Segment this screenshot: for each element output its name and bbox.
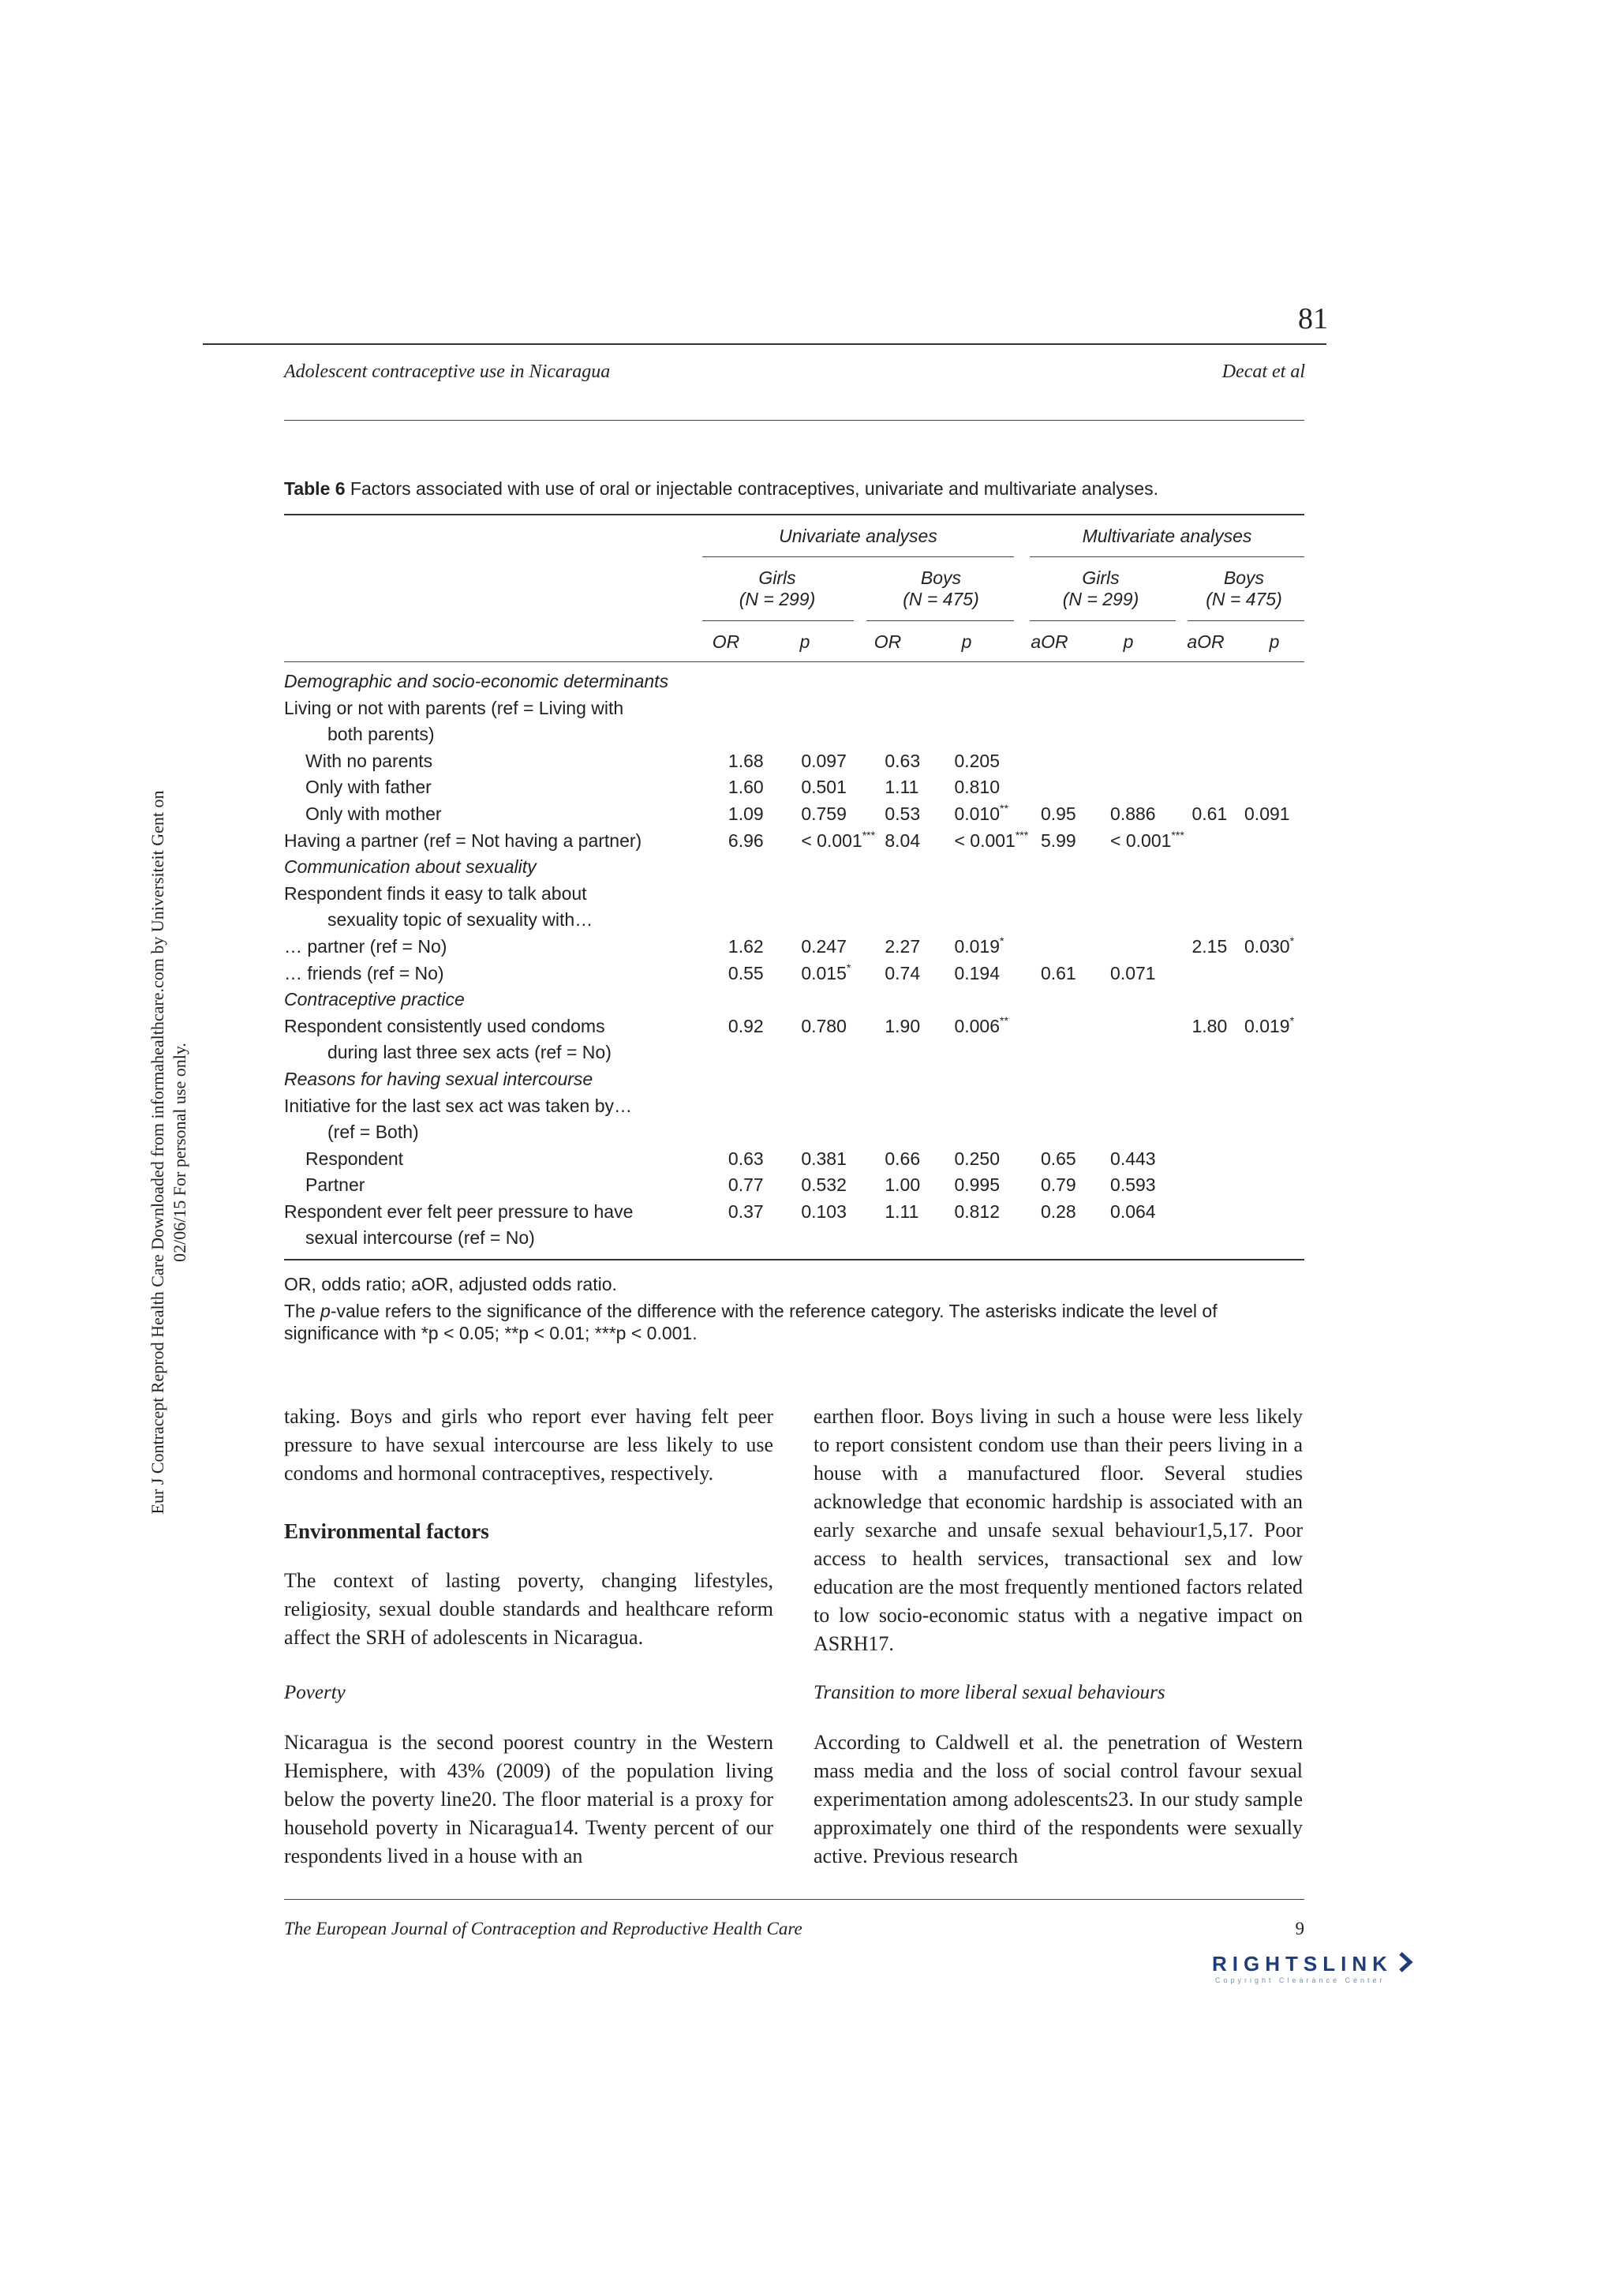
- cell-value: [1191, 909, 1244, 936]
- cell-value: [885, 1096, 954, 1122]
- cell-value: [885, 909, 954, 936]
- left-paragraph-2-block: [284, 1567, 773, 1652]
- table-row: [284, 1069, 1304, 1096]
- cell-value: 0.247: [801, 935, 847, 957]
- cell-value: [1244, 1096, 1304, 1122]
- cell-value: [1191, 724, 1244, 751]
- uni-boys-rule: [866, 620, 1014, 621]
- significance-marker: *: [1289, 1013, 1295, 1027]
- cell-value: [1041, 989, 1110, 1016]
- cell-value: [1244, 1201, 1304, 1228]
- cell-value: [885, 989, 954, 1016]
- cell-value: [1041, 1096, 1110, 1122]
- cell-value: [1244, 671, 1304, 698]
- cell-value: 0.532: [801, 1174, 847, 1196]
- right-paragraph-1: earthen floor. Boys living in such a house were less likely to report consistent condom use than their peers living in a house with a manufactured floor. Several studies acknowledge that economic hardship is associated with an early sexarche and unsafe sexual behaviour1,5,17. Poor access to health services, transactional sex and low education are the most frequently mentioned factors related to low socio-economic status with a negative impact on ASRH17.: [814, 1405, 1303, 1655]
- table-row: [284, 803, 1304, 830]
- col-p-multi-girls: p: [1123, 631, 1134, 652]
- cell-value: 0.071: [1110, 962, 1156, 983]
- right-paragraph-2-block: [814, 1729, 1303, 1871]
- table-row: [284, 698, 1304, 725]
- cell-value: [728, 698, 801, 725]
- row-label: Demographic and socio-economic determinants: [284, 671, 669, 691]
- rightslink-subtext: Copyright Clearance Center: [1215, 1976, 1386, 1984]
- uni-girls-n: (N = 299): [739, 589, 816, 609]
- cell-value: [954, 989, 1040, 1016]
- table-row: [284, 1016, 1304, 1043]
- cell-value: [1110, 1069, 1191, 1096]
- table-row: [284, 1174, 1304, 1201]
- cell-value: [1041, 777, 1110, 803]
- table-row: [284, 856, 1304, 883]
- cell-value: 0.064: [1110, 1200, 1156, 1222]
- cell-value: [728, 883, 801, 910]
- cell-value: [801, 671, 885, 698]
- cell-value: [1110, 724, 1191, 751]
- header-rule: [284, 420, 1304, 421]
- cell-value: 1.68: [728, 750, 764, 771]
- table-row: [284, 1201, 1304, 1228]
- cell-value: [801, 1069, 885, 1096]
- multivariate-rule: [1030, 556, 1304, 557]
- row-label: Only with father: [305, 777, 432, 798]
- cell-value: [1191, 1201, 1244, 1228]
- cell-value: [1191, 1174, 1244, 1201]
- cell-value: 1.62: [728, 935, 764, 957]
- col-or-girls: OR: [712, 631, 740, 652]
- cell-value: [1244, 724, 1304, 751]
- cell-value: 0.77: [728, 1174, 764, 1196]
- left-column: [284, 1403, 773, 1488]
- top-rule: [203, 343, 1326, 345]
- cell-value: 0.381: [801, 1148, 847, 1169]
- cell-value: 0.194: [954, 962, 1001, 983]
- cell-value: 0.103: [801, 1200, 847, 1222]
- right-subheading-block: [814, 1679, 1303, 1707]
- row-label: Initiative for the last sex act was taken by…: [284, 1095, 633, 1116]
- cell-value: [885, 883, 954, 910]
- table-row: [284, 671, 1304, 698]
- table-row: [284, 777, 1304, 803]
- cell-value: 0.28: [1040, 1200, 1076, 1222]
- table-row: [284, 883, 1304, 910]
- header-bottom-rule: [284, 661, 1304, 662]
- cell-value: 5.99: [1040, 830, 1076, 851]
- multi-boys-n: (N = 475): [1206, 589, 1282, 609]
- cell-value: [1244, 989, 1304, 1016]
- cell-value: 0.593: [1110, 1174, 1156, 1196]
- cell-value: [1110, 671, 1191, 698]
- left-subheading-block: [284, 1679, 773, 1707]
- cell-value: [1191, 1096, 1244, 1122]
- cell-value: [1244, 1227, 1304, 1254]
- col-p-boys: p: [961, 631, 972, 652]
- multi-girls-n: (N = 299): [1062, 589, 1139, 609]
- cell-value: 0.63: [728, 1148, 764, 1169]
- cell-value: [1110, 751, 1191, 777]
- cell-value: < 0.001***: [801, 828, 876, 851]
- subheading-poverty: Poverty: [284, 1682, 346, 1703]
- cell-value: [801, 989, 885, 1016]
- significance-marker: ***: [1015, 828, 1029, 841]
- right-paragraph-1-block: [814, 1403, 1303, 1658]
- cell-value: 0.443: [1110, 1148, 1156, 1169]
- cell-value: [1110, 1096, 1191, 1122]
- multi-boys-rule: [1188, 620, 1304, 621]
- cell-value: [801, 698, 885, 725]
- table-row: [284, 724, 1304, 751]
- cell-value: 2.15: [1191, 935, 1228, 957]
- row-label: both parents): [327, 724, 435, 745]
- section-heading-environmental: Environmental factors: [284, 1519, 489, 1543]
- right-paragraph-2: According to Caldwell et al. the penetration of Western mass media and the loss of social control favour sexual experimentation among adolescents23. In our study sample approximately one third of the respondents were sexually active. Previous research: [814, 1731, 1303, 1867]
- row-label: … friends (ref = No): [284, 962, 444, 983]
- cell-value: 2.27: [885, 935, 921, 957]
- cell-value: 1.11: [885, 777, 919, 798]
- cell-value: [1110, 1227, 1191, 1254]
- multi-girls-rule: [1030, 620, 1176, 621]
- cell-value: 0.886: [1110, 803, 1156, 824]
- cell-value: 0.53: [885, 803, 921, 824]
- cell-value: [1041, 698, 1110, 725]
- cell-value: 0.250: [954, 1148, 1001, 1169]
- cell-value: [885, 1069, 954, 1096]
- journal-name: The European Journal of Contraception and Reproductive Health Care: [284, 1919, 802, 1938]
- cell-value: 0.006**: [954, 1013, 1008, 1036]
- cell-value: 0.812: [954, 1200, 1001, 1222]
- significance-marker: ***: [862, 828, 876, 841]
- row-label: Living or not with parents (ref = Living with: [284, 697, 624, 718]
- cell-value: [1110, 1016, 1191, 1043]
- cell-value: [1244, 830, 1304, 857]
- rightslink-arrow-icon: [1394, 1951, 1416, 1973]
- univariate-header: Univariate analyses: [779, 526, 937, 546]
- cell-value: [954, 1096, 1040, 1122]
- col-aor-girls: aOR: [1031, 631, 1068, 652]
- col-p-multi-boys: p: [1269, 631, 1280, 652]
- cell-value: [1110, 1042, 1191, 1069]
- uni-boys-header: [860, 567, 1022, 610]
- cell-value: [1191, 777, 1244, 803]
- table-label: Table 6: [284, 478, 346, 499]
- cell-value: [885, 1227, 954, 1254]
- uni-boys-label: Boys: [920, 567, 962, 588]
- cell-value: [728, 1096, 801, 1122]
- cell-value: 1.60: [728, 777, 764, 798]
- col-or-boys: OR: [873, 631, 902, 652]
- cell-value: [1041, 724, 1110, 751]
- cell-value: [954, 883, 1040, 910]
- multi-boys-header: [1184, 567, 1304, 610]
- row-label: Only with mother: [305, 803, 442, 824]
- cell-value: [728, 856, 801, 883]
- cell-value: 0.019*: [954, 934, 1004, 957]
- cell-value: [1041, 1069, 1110, 1096]
- multi-girls-header: [1022, 567, 1180, 610]
- uni-girls-label: Girls: [758, 567, 796, 588]
- footer-rule: [284, 1899, 1304, 1900]
- multivariate-header: Multivariate analyses: [1082, 526, 1252, 546]
- cell-value: [1191, 883, 1244, 910]
- table-row: [284, 963, 1304, 990]
- cell-value: [1041, 909, 1110, 936]
- cell-value: [885, 698, 954, 725]
- cell-value: [1244, 1148, 1304, 1175]
- cell-value: [1191, 751, 1244, 777]
- cell-value: [1110, 909, 1191, 936]
- cell-value: 1.11: [885, 1200, 919, 1222]
- cell-value: [728, 671, 801, 698]
- cell-value: [801, 1122, 885, 1148]
- factors-table: [284, 671, 1304, 1254]
- cell-value: 0.66: [885, 1148, 921, 1169]
- col-aor-boys: aOR: [1187, 631, 1225, 652]
- cell-value: [1244, 1042, 1304, 1069]
- table-top-rule: [284, 514, 1304, 515]
- cell-value: 0.030*: [1244, 934, 1295, 957]
- cell-value: [954, 1042, 1040, 1069]
- univariate-rule: [702, 556, 1014, 557]
- cell-value: [728, 724, 801, 751]
- left-heading-block: [284, 1517, 773, 1545]
- cell-value: [801, 883, 885, 910]
- cell-value: [728, 1042, 801, 1069]
- cell-value: 0.780: [801, 1015, 847, 1036]
- left-paragraph-3: Nicaragua is the second poorest country in the Western Hemisphere, with 43% (2009) of the population living below the poverty line20. The floor material is a proxy for household poverty in Nicaragua14. Twenty percent of our respondents lived in a house with an: [284, 1731, 773, 1867]
- table-row: [284, 751, 1304, 777]
- cell-value: [801, 1042, 885, 1069]
- table-row: [284, 909, 1304, 936]
- table-row: [284, 936, 1304, 963]
- cell-value: [1244, 1122, 1304, 1148]
- cell-value: [1110, 777, 1191, 803]
- page-number: 81: [1298, 302, 1328, 335]
- row-label: Partner: [305, 1174, 365, 1196]
- cell-value: [954, 724, 1040, 751]
- cell-value: < 0.001***: [1110, 828, 1184, 851]
- cell-value: [1244, 909, 1304, 936]
- cell-value: 8.04: [885, 830, 921, 851]
- cell-value: [1041, 883, 1110, 910]
- cell-value: 0.61: [1191, 803, 1228, 824]
- significance-marker: **: [1000, 801, 1008, 815]
- cell-value: [954, 1227, 1040, 1254]
- cell-value: [801, 1227, 885, 1254]
- cell-value: 0.95: [1040, 803, 1076, 824]
- row-label: … partner (ref = No): [284, 935, 447, 957]
- significance-marker: **: [1000, 1013, 1008, 1027]
- cell-value: 0.995: [954, 1174, 1001, 1196]
- cell-value: [954, 909, 1040, 936]
- uni-boys-n: (N = 475): [903, 589, 979, 609]
- footnote-significance-p: p: [320, 1301, 331, 1321]
- cell-value: 0.091: [1244, 803, 1290, 824]
- cell-value: [1191, 1042, 1244, 1069]
- rightslink-wordmark: [1212, 1951, 1416, 1976]
- cell-value: [1041, 1227, 1110, 1254]
- cell-value: 0.010**: [954, 801, 1008, 824]
- col-p-girls: p: [799, 631, 810, 652]
- cell-value: [1110, 1122, 1191, 1148]
- significance-marker: *: [1289, 934, 1295, 947]
- cell-value: [1244, 883, 1304, 910]
- row-label: sexual intercourse (ref = No): [305, 1227, 535, 1249]
- cell-value: [1110, 883, 1191, 910]
- row-label: Communication about sexuality: [284, 856, 537, 878]
- cell-value: [885, 1122, 954, 1148]
- cell-value: [728, 1122, 801, 1148]
- multi-boys-label: Boys: [1223, 567, 1265, 588]
- cell-value: [801, 724, 885, 751]
- significance-marker: *: [1000, 934, 1004, 947]
- cell-value: [1041, 671, 1110, 698]
- footnote-significance-rest: -value refers to the significance of the difference with the reference category. The asterisks indicate the level of significance with *p < 0.05; **p < 0.01; ***p < 0.001.: [284, 1301, 1218, 1343]
- left-paragraph-1: taking. Boys and girls who report ever having felt peer pressure to have sexual intercourse are less likely to use condoms and hormonal contraceptives, respectively.: [284, 1405, 773, 1485]
- row-label: Respondent consistently used condoms: [284, 1015, 605, 1036]
- table-row: [284, 830, 1304, 857]
- left-paragraph-2: The context of lasting poverty, changing lifestyles, religiosity, sexual double standards and healthcare reform affect the SRH of adolescents in Nicaragua.: [284, 1569, 773, 1649]
- row-label: Respondent: [305, 1148, 404, 1169]
- table-row: [284, 1122, 1304, 1148]
- significance-marker: *: [846, 961, 851, 974]
- row-label: Having a partner (ref = Not having a partner): [284, 830, 642, 851]
- cell-value: [885, 856, 954, 883]
- cell-value: [1041, 856, 1110, 883]
- cell-value: [1191, 671, 1244, 698]
- table-footnote-significance: [284, 1300, 1304, 1344]
- cell-value: 0.92: [728, 1015, 764, 1036]
- row-label: With no parents: [305, 750, 433, 771]
- table-bottom-rule: [284, 1259, 1304, 1260]
- cell-value: 0.019*: [1244, 1013, 1295, 1036]
- cell-value: 0.759: [801, 803, 847, 824]
- row-label: sexuality topic of sexuality with…: [327, 909, 593, 931]
- row-label: Respondent ever felt peer pressure to have: [284, 1200, 634, 1222]
- row-label: Respondent finds it easy to talk about: [284, 882, 587, 904]
- cell-value: [1110, 698, 1191, 725]
- cell-value: [1244, 963, 1304, 990]
- cell-value: [1041, 1016, 1110, 1043]
- row-label: during last three sex acts (ref = No): [327, 1042, 612, 1063]
- cell-value: [1191, 830, 1244, 857]
- cell-value: [1191, 1069, 1244, 1096]
- cell-value: [728, 1069, 801, 1096]
- cell-value: 0.37: [728, 1200, 764, 1222]
- cell-value: [1191, 856, 1244, 883]
- row-label: Contraceptive practice: [284, 989, 465, 1010]
- cell-value: 0.205: [954, 750, 1001, 771]
- cell-value: [885, 1042, 954, 1069]
- cell-value: [1041, 751, 1110, 777]
- table-row: [284, 1042, 1304, 1069]
- footnote-significance-lead: The: [284, 1301, 321, 1321]
- cell-value: [954, 671, 1040, 698]
- cell-value: [1041, 1122, 1110, 1148]
- cell-value: [728, 909, 801, 936]
- uni-girls-rule: [702, 620, 854, 621]
- cell-value: [1244, 1174, 1304, 1201]
- cell-value: 0.74: [885, 962, 921, 983]
- cell-value: [954, 856, 1040, 883]
- cell-value: 0.79: [1040, 1174, 1076, 1196]
- cell-value: [801, 1096, 885, 1122]
- cell-value: 0.63: [885, 750, 921, 771]
- cell-value: [728, 989, 801, 1016]
- row-label: Reasons for having sexual intercourse: [284, 1068, 593, 1089]
- cell-value: [954, 698, 1040, 725]
- cell-value: [1191, 1148, 1244, 1175]
- cell-value: [1244, 1069, 1304, 1096]
- table-row: [284, 1096, 1304, 1122]
- cell-value: 0.015*: [801, 961, 851, 983]
- rightslink-text: RIGHTSLINK: [1212, 1952, 1393, 1976]
- table-row: [284, 989, 1304, 1016]
- cell-value: 6.96: [728, 830, 764, 851]
- table-row: [284, 1227, 1304, 1254]
- cell-value: [1110, 989, 1191, 1016]
- subheading-liberal-behaviours: Transition to more liberal sexual behaviours: [814, 1682, 1165, 1703]
- cell-value: 0.55: [728, 962, 764, 983]
- download-notice: Eur J Contracept Reprod Health Care Downloaded from informahealthcare.com by Universiteit Gent on 02/06/15 For personal use only.: [148, 790, 189, 1515]
- cell-value: [1191, 1122, 1244, 1148]
- left-paragraph-3-block: [284, 1729, 773, 1871]
- cell-value: 0.097: [801, 750, 847, 771]
- cell-value: [1191, 989, 1244, 1016]
- cell-value: < 0.001***: [954, 828, 1029, 851]
- cell-value: [1244, 777, 1304, 803]
- rightslink-logo[interactable]: [1212, 1951, 1416, 1984]
- cell-value: [1110, 936, 1191, 963]
- cell-value: 0.61: [1040, 962, 1076, 983]
- cell-value: [1244, 751, 1304, 777]
- uni-girls-header: [694, 567, 860, 610]
- cell-value: 0.810: [954, 777, 1001, 798]
- running-head-left: Adolescent contraceptive use in Nicaragua: [284, 361, 611, 382]
- row-label: (ref = Both): [327, 1122, 419, 1143]
- significance-marker: ***: [1171, 828, 1184, 841]
- multi-girls-label: Girls: [1082, 567, 1120, 588]
- cell-value: [885, 671, 954, 698]
- cell-value: [1110, 856, 1191, 883]
- cell-value: 0.501: [801, 777, 847, 798]
- table-row: [284, 1148, 1304, 1175]
- table-caption-text: Factors associated with use of oral or injectable contraceptives, univariate and multivariate analyses.: [345, 478, 1158, 499]
- cell-value: [885, 724, 954, 751]
- table-caption: [284, 478, 1158, 500]
- cell-value: 1.00: [885, 1174, 921, 1196]
- cell-value: [1244, 856, 1304, 883]
- cell-value: [954, 1069, 1040, 1096]
- cell-value: [1191, 698, 1244, 725]
- cell-value: [1191, 1227, 1244, 1254]
- cell-value: 1.90: [885, 1015, 921, 1036]
- table-footnote-abbrev: OR, odds ratio; aOR, adjusted odds ratio.: [284, 1274, 617, 1294]
- cell-value: [801, 856, 885, 883]
- cell-value: [801, 909, 885, 936]
- running-head-right: Decat et al: [1221, 361, 1305, 382]
- cell-value: [728, 1227, 801, 1254]
- footer-page-number: 9: [1295, 1919, 1304, 1938]
- cell-value: 1.80: [1191, 1015, 1228, 1036]
- cell-value: [1041, 936, 1110, 963]
- cell-value: 0.65: [1040, 1148, 1076, 1169]
- cell-value: [1041, 1042, 1110, 1069]
- cell-value: [954, 1122, 1040, 1148]
- cell-value: [1244, 698, 1304, 725]
- cell-value: [1191, 963, 1244, 990]
- cell-value: 1.09: [728, 803, 764, 824]
